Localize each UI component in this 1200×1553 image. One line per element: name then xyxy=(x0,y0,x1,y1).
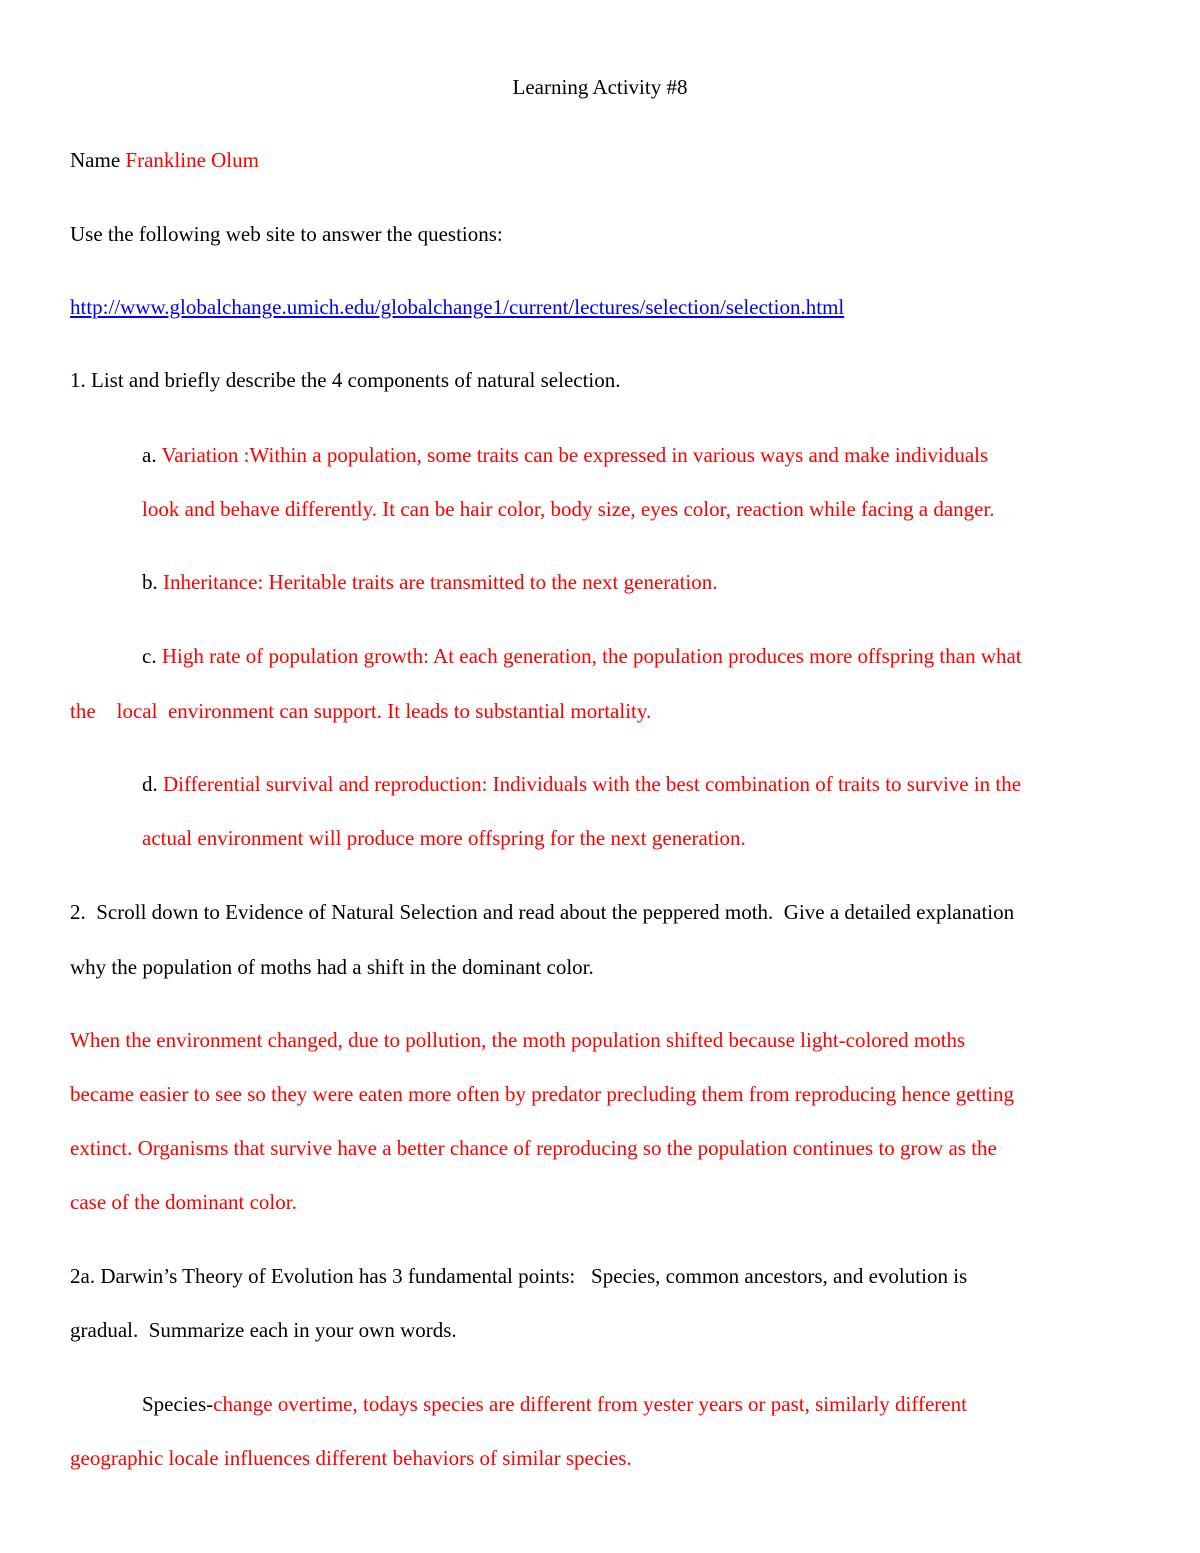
answer-1b-marker: b. xyxy=(142,570,158,594)
answer-2a-species-line-1 xyxy=(142,1392,967,1416)
name-label: Name xyxy=(70,148,121,172)
answer-2-line-1: When the environment changed, due to pollution, the moth population shifted because light-colored moths xyxy=(70,1028,966,1052)
student-name: Frankline Olum xyxy=(125,148,259,172)
question-2-prompt-line-1: 2. Scroll down to Evidence of Natural Selection and read about the peppered moth. Give a detailed explanation xyxy=(70,900,1015,924)
answer-1c-text: High rate of population growth: At each generation, the population produces more offspring than what xyxy=(161,644,1022,668)
instruction-text: Use the following web site to answer the questions: xyxy=(70,222,503,246)
answer-2-line-4: case of the dominant color. xyxy=(70,1190,297,1214)
reference-url-link[interactable]: http://www.globalchange.umich.edu/globalchange1/current/lectures/selection/selection.html xyxy=(70,295,845,319)
question-1-prompt: 1. List and briefly describe the 4 components of natural selection. xyxy=(70,368,621,392)
question-2a-prompt-line-1: 2a. Darwin’s Theory of Evolution has 3 fundamental points: Species, common ancestors, and evolution is xyxy=(70,1264,968,1288)
species-answer-text: change overtime, todays species are different from yester years or past, similarly different xyxy=(213,1392,967,1416)
answer-1b-text: Inheritance: Heritable traits are transmitted to the next generation. xyxy=(163,570,718,594)
question-2a-prompt-line-2: gradual. Summarize each in your own words. xyxy=(70,1318,457,1342)
answer-1d-line-1 xyxy=(142,772,1021,796)
name-line xyxy=(70,148,259,172)
answer-1a-line-2: look and behave differently. It can be hair color, body size, eyes color, reaction while facing a danger. xyxy=(142,497,995,521)
document-title: Learning Activity #8 xyxy=(512,75,688,99)
answer-1a-marker: a. xyxy=(142,443,157,467)
answer-2-line-3: extinct. Organisms that survive have a better chance of reproducing so the population continues to grow as the xyxy=(70,1136,997,1160)
answer-2a-species-line-2: geographic locale influences different behaviors of similar species. xyxy=(70,1446,632,1470)
question-2-prompt-line-2: why the population of moths had a shift in the dominant color. xyxy=(70,955,594,979)
answer-1d-line-2: actual environment will produce more offspring for the next generation. xyxy=(142,826,746,850)
species-label: Species- xyxy=(142,1392,214,1416)
answer-1d-marker: d. xyxy=(142,772,158,796)
answer-1a-text: Variation :Within a population, some traits can be expressed in various ways and make individuals xyxy=(161,443,989,467)
answer-1d-text: Differential survival and reproduction: Individuals with the best combination of traits to survive in the xyxy=(163,772,1022,796)
answer-1c-marker: c. xyxy=(142,644,157,668)
answer-1c-line-1 xyxy=(142,644,1022,668)
answer-2-line-2: became easier to see so they were eaten more often by predator precluding them from reproducing hence getting xyxy=(70,1082,1015,1106)
answer-1b-line-1 xyxy=(142,570,718,594)
answer-1c-line-2: the local environment can support. It leads to substantial mortality. xyxy=(70,699,652,723)
answer-1a-line-1 xyxy=(142,443,988,467)
